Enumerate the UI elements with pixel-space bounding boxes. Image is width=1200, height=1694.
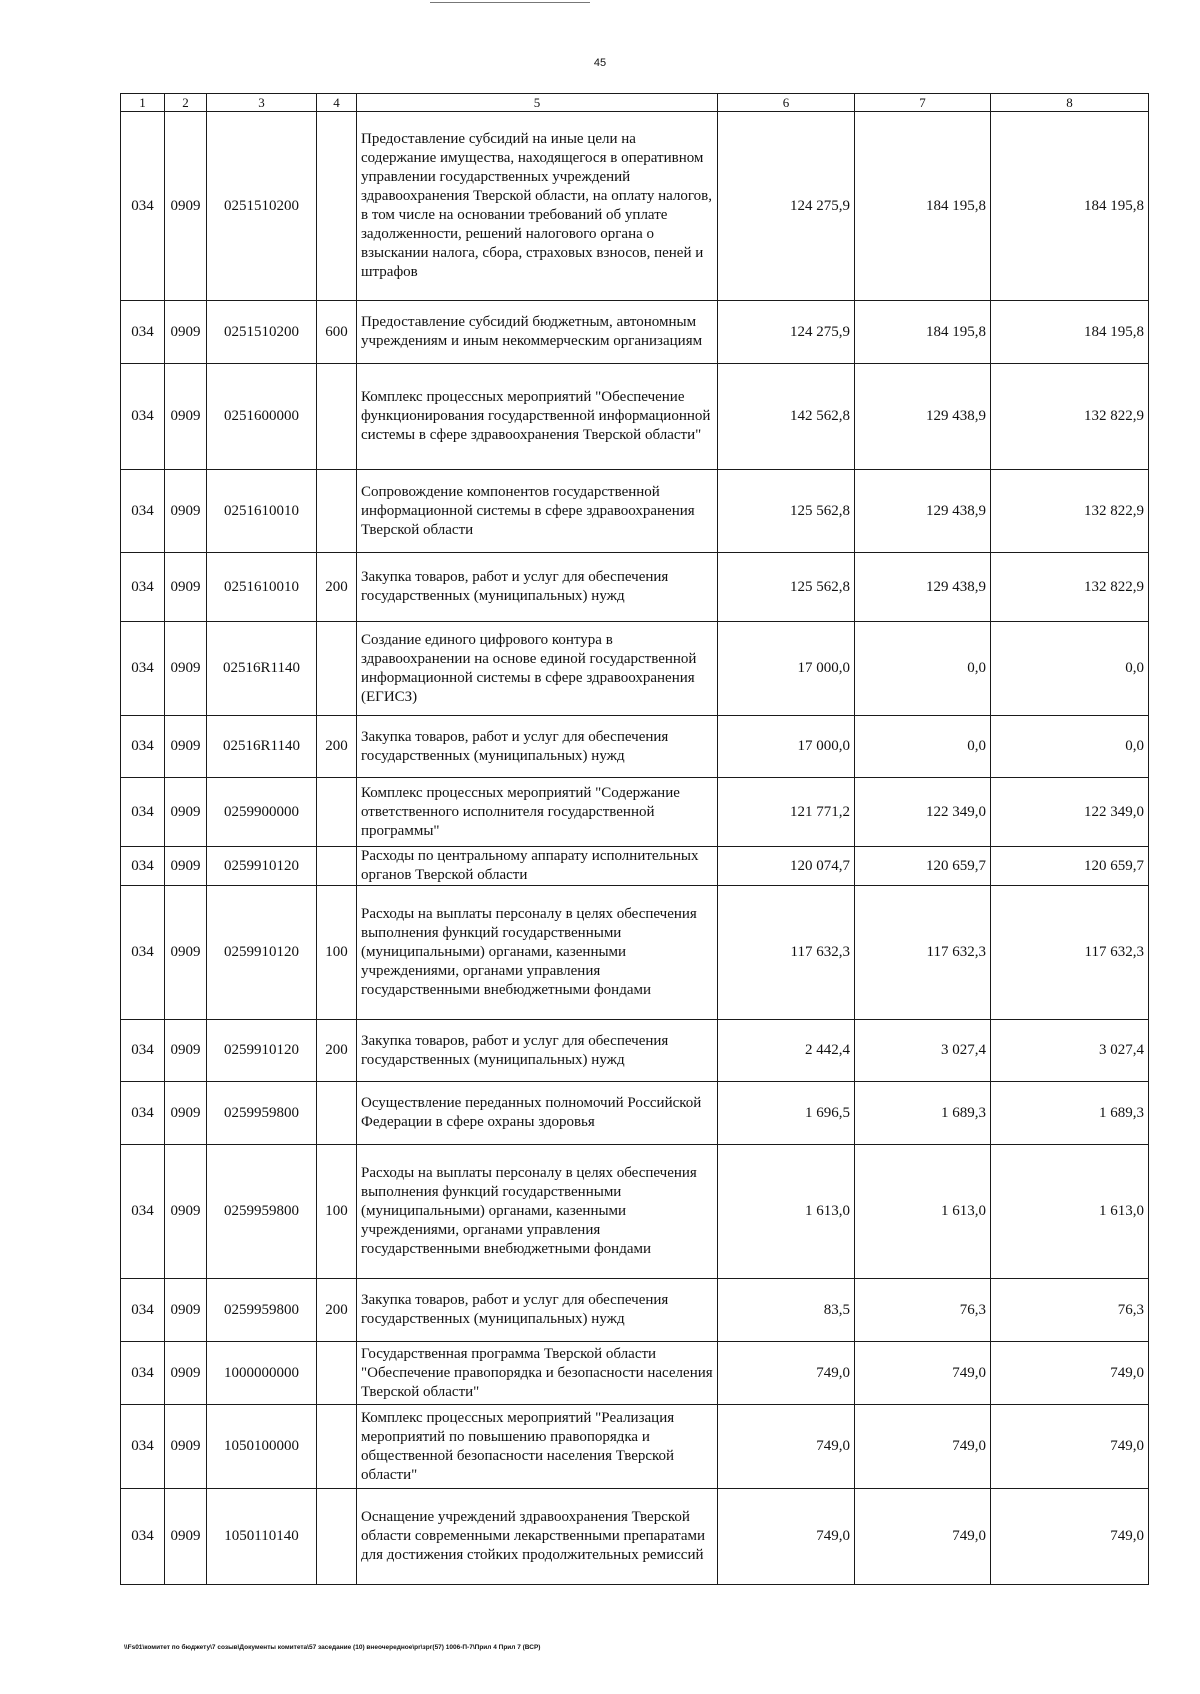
cell-section: 0909 — [165, 553, 207, 622]
cell-expense-type — [317, 1082, 357, 1145]
cell-description: Закупка товаров, работ и услуг для обеспечения государственных (муниципальных) нужд — [357, 716, 718, 778]
table-row — [121, 301, 1149, 364]
cell-description: Расходы по центральному аппарату исполнительных органов Тверской области — [357, 847, 718, 886]
footer-file-path: \\Fs01\комитет по бюджету\7 созыв\Документы комитета\57 заседание (10) внеочередное\pr\зрг(57) 1006-П-7\Прил 4 Прил 7 (ВСР) — [124, 1644, 541, 1651]
cell-target-article: 0259910120 — [207, 886, 317, 1020]
cell-amount-1: 749,0 — [718, 1405, 855, 1489]
cell-amount-2: 129 438,9 — [855, 364, 991, 470]
table-row — [121, 1405, 1149, 1489]
cell-target-article: 0251600000 — [207, 364, 317, 470]
cell-department: 034 — [121, 1082, 165, 1145]
cell-amount-3: 3 027,4 — [991, 1020, 1149, 1082]
cell-section: 0909 — [165, 716, 207, 778]
table-row — [121, 364, 1149, 470]
cell-description: Сопровождение компонентов государственной информационной системы в сфере здравоохранения Тверской области — [357, 470, 718, 553]
cell-department: 034 — [121, 847, 165, 886]
table-row — [121, 1082, 1149, 1145]
cell-section: 0909 — [165, 470, 207, 553]
header-col-4: 4 — [317, 94, 357, 112]
cell-target-article: 0259910120 — [207, 1020, 317, 1082]
table-row — [121, 470, 1149, 553]
cell-section: 0909 — [165, 622, 207, 716]
cell-expense-type: 200 — [317, 553, 357, 622]
cell-amount-3: 0,0 — [991, 716, 1149, 778]
table-row — [121, 1489, 1149, 1585]
cell-department: 034 — [121, 778, 165, 847]
cell-amount-1: 1 613,0 — [718, 1145, 855, 1279]
cell-expense-type — [317, 1405, 357, 1489]
cell-amount-3: 184 195,8 — [991, 301, 1149, 364]
cell-department: 034 — [121, 470, 165, 553]
cell-target-article: 1000000000 — [207, 1342, 317, 1405]
cell-target-article: 0251610010 — [207, 470, 317, 553]
cell-section: 0909 — [165, 112, 207, 301]
header-col-3: 3 — [207, 94, 317, 112]
cell-amount-3: 122 349,0 — [991, 778, 1149, 847]
cell-amount-3: 117 632,3 — [991, 886, 1149, 1020]
cell-target-article: 0251510200 — [207, 301, 317, 364]
cell-amount-3: 1 613,0 — [991, 1145, 1149, 1279]
cell-amount-2: 122 349,0 — [855, 778, 991, 847]
cell-amount-2: 117 632,3 — [855, 886, 991, 1020]
cell-amount-2: 120 659,7 — [855, 847, 991, 886]
cell-amount-1: 125 562,8 — [718, 553, 855, 622]
cell-amount-2: 184 195,8 — [855, 301, 991, 364]
cell-amount-3: 132 822,9 — [991, 364, 1149, 470]
cell-expense-type: 200 — [317, 1020, 357, 1082]
cell-section: 0909 — [165, 1279, 207, 1342]
cell-department: 034 — [121, 364, 165, 470]
cell-expense-type — [317, 1342, 357, 1405]
table-row — [121, 1020, 1149, 1082]
cell-description: Закупка товаров, работ и услуг для обеспечения государственных (муниципальных) нужд — [357, 553, 718, 622]
cell-amount-2: 3 027,4 — [855, 1020, 991, 1082]
cell-amount-1: 17 000,0 — [718, 622, 855, 716]
cell-amount-3: 76,3 — [991, 1279, 1149, 1342]
cell-target-article: 0259910120 — [207, 847, 317, 886]
cell-expense-type — [317, 622, 357, 716]
cell-amount-2: 129 438,9 — [855, 553, 991, 622]
cell-section: 0909 — [165, 301, 207, 364]
cell-department: 034 — [121, 1145, 165, 1279]
budget-table — [120, 93, 1149, 1585]
cell-amount-2: 76,3 — [855, 1279, 991, 1342]
cell-target-article: 0251610010 — [207, 553, 317, 622]
cell-department: 034 — [121, 1279, 165, 1342]
cell-amount-3: 1 689,3 — [991, 1082, 1149, 1145]
table-body — [121, 112, 1149, 1585]
cell-amount-2: 749,0 — [855, 1489, 991, 1585]
cell-amount-3: 132 822,9 — [991, 470, 1149, 553]
cell-expense-type — [317, 112, 357, 301]
header-col-6: 6 — [718, 94, 855, 112]
cell-department: 034 — [121, 1405, 165, 1489]
cell-description: Предоставление субсидий бюджетным, автономным учреждениям и иным некоммерческим организациям — [357, 301, 718, 364]
cell-amount-1: 749,0 — [718, 1489, 855, 1585]
cell-amount-1: 142 562,8 — [718, 364, 855, 470]
cell-amount-2: 1 613,0 — [855, 1145, 991, 1279]
cell-target-article: 02516R1140 — [207, 622, 317, 716]
cell-expense-type — [317, 847, 357, 886]
cell-expense-type — [317, 1489, 357, 1585]
cell-department: 034 — [121, 716, 165, 778]
cell-description: Комплекс процессных мероприятий "Обеспечение функционирования государственной информационной системы в сфере здравоохранения Тверской области" — [357, 364, 718, 470]
cell-expense-type — [317, 778, 357, 847]
cell-amount-2: 184 195,8 — [855, 112, 991, 301]
cell-description: Закупка товаров, работ и услуг для обеспечения государственных (муниципальных) нужд — [357, 1279, 718, 1342]
cell-amount-1: 1 696,5 — [718, 1082, 855, 1145]
cell-amount-2: 0,0 — [855, 622, 991, 716]
cell-amount-3: 749,0 — [991, 1489, 1149, 1585]
header-col-5: 5 — [357, 94, 718, 112]
cell-department: 034 — [121, 886, 165, 1020]
cell-amount-2: 1 689,3 — [855, 1082, 991, 1145]
table-row — [121, 1342, 1149, 1405]
table-row — [121, 1279, 1149, 1342]
cell-target-article: 1050110140 — [207, 1489, 317, 1585]
table-row — [121, 622, 1149, 716]
cell-section: 0909 — [165, 1145, 207, 1279]
cell-amount-1: 83,5 — [718, 1279, 855, 1342]
header-row — [121, 94, 1149, 112]
cell-amount-1: 749,0 — [718, 1342, 855, 1405]
cell-target-article: 0259959800 — [207, 1145, 317, 1279]
cell-section: 0909 — [165, 1489, 207, 1585]
cell-amount-1: 125 562,8 — [718, 470, 855, 553]
cell-amount-2: 0,0 — [855, 716, 991, 778]
cell-department: 034 — [121, 622, 165, 716]
cell-department: 034 — [121, 1489, 165, 1585]
cell-target-article: 0259900000 — [207, 778, 317, 847]
table-row — [121, 112, 1149, 301]
scan-artifact-line — [430, 2, 590, 3]
cell-amount-3: 749,0 — [991, 1405, 1149, 1489]
cell-description: Расходы на выплаты персоналу в целях обеспечения выполнения функций государственными (муниципальными) органами, казенными учреждениями, органами управления государственными внебюджетными фондами — [357, 886, 718, 1020]
table-row — [121, 1145, 1149, 1279]
cell-section: 0909 — [165, 847, 207, 886]
cell-description: Государственная программа Тверской области "Обеспечение правопорядка и безопасности населения Тверской области" — [357, 1342, 718, 1405]
header-col-7: 7 — [855, 94, 991, 112]
cell-expense-type: 200 — [317, 1279, 357, 1342]
cell-target-article: 1050100000 — [207, 1405, 317, 1489]
cell-amount-2: 749,0 — [855, 1405, 991, 1489]
table-row — [121, 716, 1149, 778]
cell-expense-type: 100 — [317, 1145, 357, 1279]
cell-department: 034 — [121, 112, 165, 301]
cell-expense-type: 600 — [317, 301, 357, 364]
cell-description: Закупка товаров, работ и услуг для обеспечения государственных (муниципальных) нужд — [357, 1020, 718, 1082]
cell-department: 034 — [121, 1020, 165, 1082]
table-row — [121, 778, 1149, 847]
cell-department: 034 — [121, 301, 165, 364]
cell-description: Осуществление переданных полномочий Российской Федерации в сфере охраны здоровья — [357, 1082, 718, 1145]
header-col-2: 2 — [165, 94, 207, 112]
cell-expense-type: 100 — [317, 886, 357, 1020]
cell-department: 034 — [121, 1342, 165, 1405]
cell-amount-1: 17 000,0 — [718, 716, 855, 778]
cell-section: 0909 — [165, 1082, 207, 1145]
cell-description: Комплекс процессных мероприятий "Содержание ответственного исполнителя государственной программы" — [357, 778, 718, 847]
page-number: 45 — [593, 57, 607, 69]
cell-section: 0909 — [165, 778, 207, 847]
header-col-8: 8 — [991, 94, 1149, 112]
cell-expense-type — [317, 364, 357, 470]
cell-amount-1: 124 275,9 — [718, 112, 855, 301]
cell-amount-3: 0,0 — [991, 622, 1149, 716]
table-row — [121, 886, 1149, 1020]
cell-expense-type: 200 — [317, 716, 357, 778]
cell-target-article: 0259959800 — [207, 1082, 317, 1145]
cell-amount-1: 120 074,7 — [718, 847, 855, 886]
cell-amount-1: 124 275,9 — [718, 301, 855, 364]
cell-description: Создание единого цифрового контура в здравоохранении на основе единой государственной информационной системы в сфере здравоохранения (ЕГИСЗ) — [357, 622, 718, 716]
cell-section: 0909 — [165, 1342, 207, 1405]
cell-amount-3: 132 822,9 — [991, 553, 1149, 622]
table-row — [121, 553, 1149, 622]
cell-amount-1: 2 442,4 — [718, 1020, 855, 1082]
cell-target-article: 0251510200 — [207, 112, 317, 301]
cell-description: Расходы на выплаты персоналу в целях обеспечения выполнения функций государственными (муниципальными) органами, казенными учреждениями, органами управления государственными внебюджетными фондами — [357, 1145, 718, 1279]
cell-target-article: 0259959800 — [207, 1279, 317, 1342]
cell-section: 0909 — [165, 1405, 207, 1489]
cell-amount-2: 749,0 — [855, 1342, 991, 1405]
cell-department: 034 — [121, 553, 165, 622]
cell-amount-1: 117 632,3 — [718, 886, 855, 1020]
cell-description: Оснащение учреждений здравоохранения Тверской области современными лекарственными препаратами для достижения стойких продолжительных ремиссий — [357, 1489, 718, 1585]
cell-amount-3: 749,0 — [991, 1342, 1149, 1405]
cell-description: Комплекс процессных мероприятий "Реализация мероприятий по повышению правопорядка и общественной безопасности населения Тверской области" — [357, 1405, 718, 1489]
cell-amount-3: 120 659,7 — [991, 847, 1149, 886]
cell-section: 0909 — [165, 364, 207, 470]
cell-expense-type — [317, 470, 357, 553]
cell-section: 0909 — [165, 1020, 207, 1082]
cell-amount-1: 121 771,2 — [718, 778, 855, 847]
header-col-1: 1 — [121, 94, 165, 112]
cell-description: Предоставление субсидий на иные цели на содержание имущества, находящегося в оперативном управлении государственных учреждений здравоохранения Тверской области, на оплату налогов, в том числе на основании требований об уплате задолженности, решений налогового органа о взыскании налога, сбора, страховых взносов, пеней и штрафов — [357, 112, 718, 301]
cell-section: 0909 — [165, 886, 207, 1020]
cell-amount-3: 184 195,8 — [991, 112, 1149, 301]
cell-amount-2: 129 438,9 — [855, 470, 991, 553]
cell-target-article: 02516R1140 — [207, 716, 317, 778]
table-row — [121, 847, 1149, 886]
